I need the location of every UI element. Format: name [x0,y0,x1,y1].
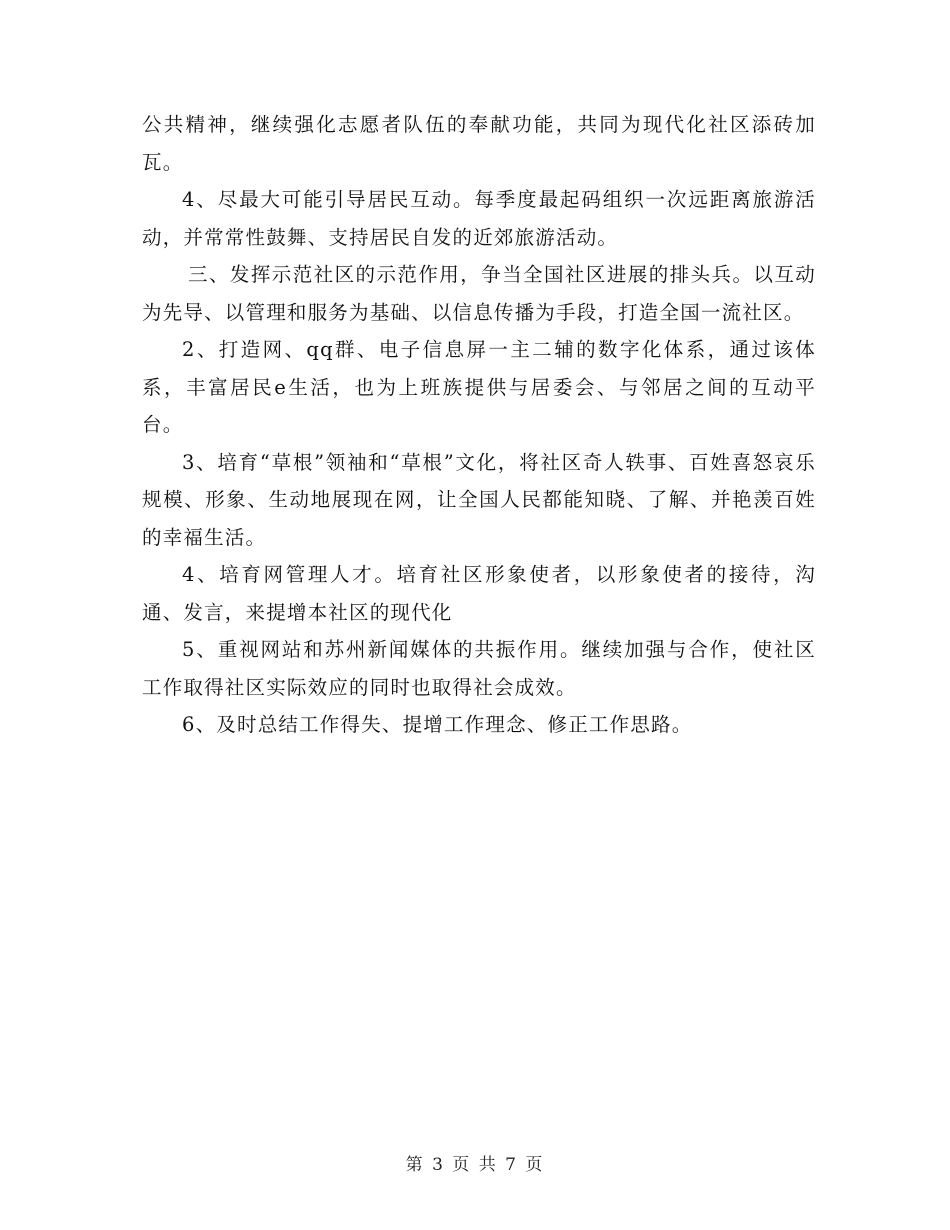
paragraph-continuation: 公共精神，继续强化志愿者队伍的奉献功能，共同为现代化社区添砖加瓦。 [142,113,816,174]
document-body [142,106,816,744]
paragraph-item-5-media: 5、重视网站和苏州新闻媒体的共振作用。继续加强与合作，使社区工作取得社区实际效应的同时也取得社会成效。 [142,638,816,699]
paragraph-item-4-interaction: 4、尽最大可能引导居民互动。每季度最起码组织一次远距离旅游活动，并常常性鼓舞、支持居民自发的近郊旅游活动。 [142,188,816,249]
page-number-footer: 第 3 页 共 7 页 [405,1155,545,1175]
paragraph-item-4-talent: 4、培育网管理人才。培育社区形象使者，以形象使者的接待，沟通、发言，来提增本社区的现代化 [142,563,816,624]
paragraph-section-three: 三、发挥示范社区的示范作用，争当全国社区进展的排头兵。以互动为先导、以管理和服务为基础、以信息传播为手段，打造全国一流社区。 [142,263,816,324]
paragraph-item-6-summary: 6、及时总结工作得失、提增工作理念、修正工作思路。 [182,713,693,736]
paragraph-item-2-digital: 2、打造网、qq群、电子信息屏一主二辅的数字化体系，通过该体系，丰富居民e生活，也为上班族提供与居委会、与邻居之间的互动平台。 [142,338,816,436]
paragraph-item-3-grassroots: 3、培育“草根”领袖和“草根”文化，将社区奇人轶事、百姓喜怒哀乐规模、形象、生动地展现在网，让全国人民都能知晓、了解、并艳羡百姓的幸福生活。 [142,450,816,549]
